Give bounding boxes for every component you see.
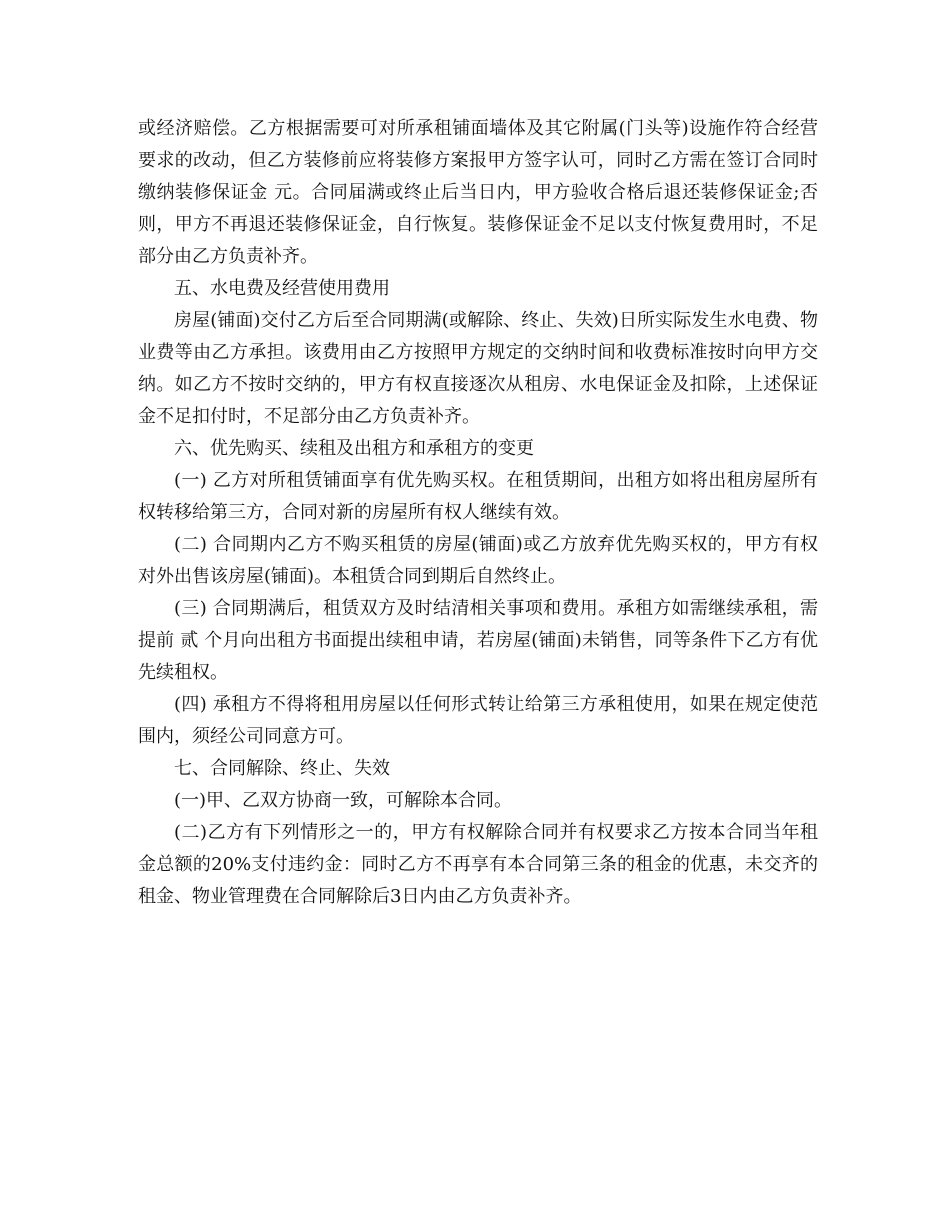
section-heading-utilities: 五、水电费及经营使用费用 [174, 278, 390, 299]
paragraph-utilities-fees: 房屋(铺面)交付乙方后至合同期满(或解除、终止、失效)日所实际发生水电费、物业费等由乙方承担。该费用由乙方按照甲方规定的交纳时间和收费标准按时向甲方交纳。如乙方不按时交纳的，甲方有权直接逐次从租房、水电保证金及扣除，上述保证金不足扣付时，不足部分由乙方负责补齐。 [138, 310, 818, 427]
paragraph-mutual-termination: (一)甲、乙双方协商一致，可解除本合同。 [174, 790, 513, 811]
paragraph-decoration-deposit: 或经济赔偿。乙方根据需要可对所承租铺面墙体及其它附属(门头等)设施作符合经营要求的改动，但乙方装修前应将装修方案报甲方签字认可，同时乙方需在签订合同时缴纳装修保证金 元。合同届满或终止后当日内，甲方验收合格后退还装修保证金;否则，甲方不再退还装修保证金，自行恢复。装修保证金不足以支付恢复费用时，不足部分由乙方负责补齐。 [138, 118, 818, 267]
paragraph-no-transfer: (四) 承租方不得将租用房屋以任何形式转让给第三方承租使用，如果在规定使范围内，须经公司同意方可。 [138, 694, 818, 747]
paragraph-renewal: (三) 合同期满后，租赁双方及时结清相关事项和费用。承租方如需继续承租，需提前 贰 个月向出租方书面提出续租申请，若房屋(铺面)未销售，同等条件下乙方有优先续租权。 [138, 598, 818, 683]
section-heading-termination: 七、合同解除、终止、失效 [174, 758, 390, 779]
paragraph-waive-purchase: (二) 合同期内乙方不购买租赁的房屋(铺面)或乙方放弃优先购买权的，甲方有权对外出售该房屋(铺面)。本租赁合同到期后自然终止。 [138, 534, 818, 587]
document-page [138, 113, 818, 913]
paragraph-breach-termination: (二)乙方有下列情形之一的，甲方有权解除合同并有权要求乙方按本合同当年租金总额的20%支付违约金：同时乙方不再享有本合同第三条的租金的优惠，未交齐的租金、物业管理费在合同解除后3日内由乙方负责补齐。 [138, 822, 818, 907]
section-heading-priority-rights: 六、优先购买、续租及出租方和承租方的变更 [174, 438, 534, 459]
paragraph-priority-purchase: (一) 乙方对所租赁铺面享有优先购买权。在租赁期间，出租方如将出租房屋所有权转移给第三方，合同对新的房屋所有权人继续有效。 [138, 470, 818, 523]
